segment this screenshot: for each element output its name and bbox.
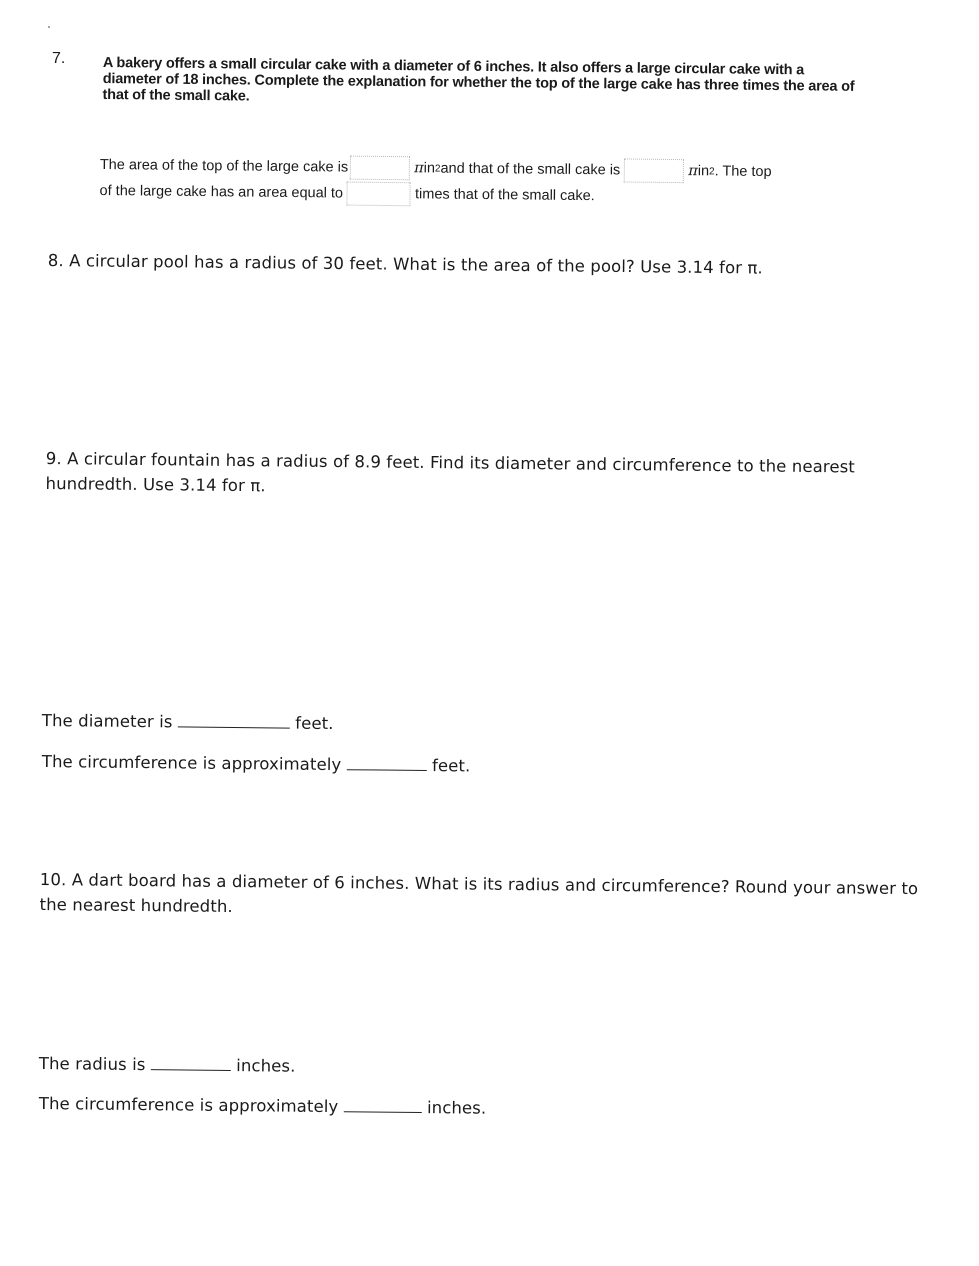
q10-circumference-blank[interactable] [344,1093,422,1113]
q7-small-area-box[interactable] [624,158,684,183]
q9-diameter-line [42,707,334,736]
q10-radius-line [39,1050,296,1079]
q7-fill-text-1: The area of the top of the large cake is [99,156,349,176]
q10-radius-label: The radius is [38,1053,146,1075]
pi-symbol: π [414,160,424,177]
q9-circumference-label: The circumference is approximately [41,751,342,775]
q9-diameter-unit: feet. [295,713,334,734]
pi-symbol: π [688,163,698,180]
q10-circumference-label: The circumference is approximately [38,1093,339,1117]
q7-times-box[interactable] [347,182,411,207]
q10-radius-blank[interactable] [151,1051,231,1071]
q7-prompt: A bakery offers a small circular cake with a diameter of 6 inches. It also offers a large circular cake with a diameter of 18 inches. Complete the explanation for whether the top of the large cake has three times the area of that of the small cake. [102,55,855,105]
q9-circumference-unit: feet. [431,756,471,776]
unit-text: in [423,160,436,177]
q7-fill-text-5: times that of the small cake. [414,186,595,205]
unit-text: in [697,163,710,180]
q7-fill-text-3: . The top [714,163,772,181]
q8-prompt: 8. A circular pool has a radius of 30 feet. What is the area of the pool? Use 3.14 for π. [47,250,763,278]
q7-number: 7. [52,50,66,67]
q9-diameter-label: The diameter is [41,710,173,732]
unit-exponent: 2 [434,163,441,175]
q7-fill-text-4: of the large cake has an area equal to [99,182,344,202]
q9-prompt: 9. A circular fountain has a radius of 8.9 feet. Find its diameter and circumference to the nearest hundredth. Use 3.14 for π. [45,448,855,496]
q10-prompt: 10. A dart board has a diameter of 6 inches. What is its radius and circumference? Round your answer to the nearest hundredth. [39,869,919,917]
q7-large-area-box[interactable] [350,156,410,181]
q9-circumference-blank[interactable] [347,751,427,771]
q10-circumference-unit: inches. [426,1098,487,1118]
q10-radius-unit: inches. [236,1056,296,1076]
scan-speck [48,26,50,28]
q7-fill-in [99,152,860,212]
q10-circumference-line [39,1090,487,1121]
q9-circumference-line [42,748,471,778]
q7-fill-text-2: and that of the small cake is [440,160,621,179]
unit-exponent: 2 [709,165,715,177]
q9-diameter-blank[interactable] [178,708,290,728]
